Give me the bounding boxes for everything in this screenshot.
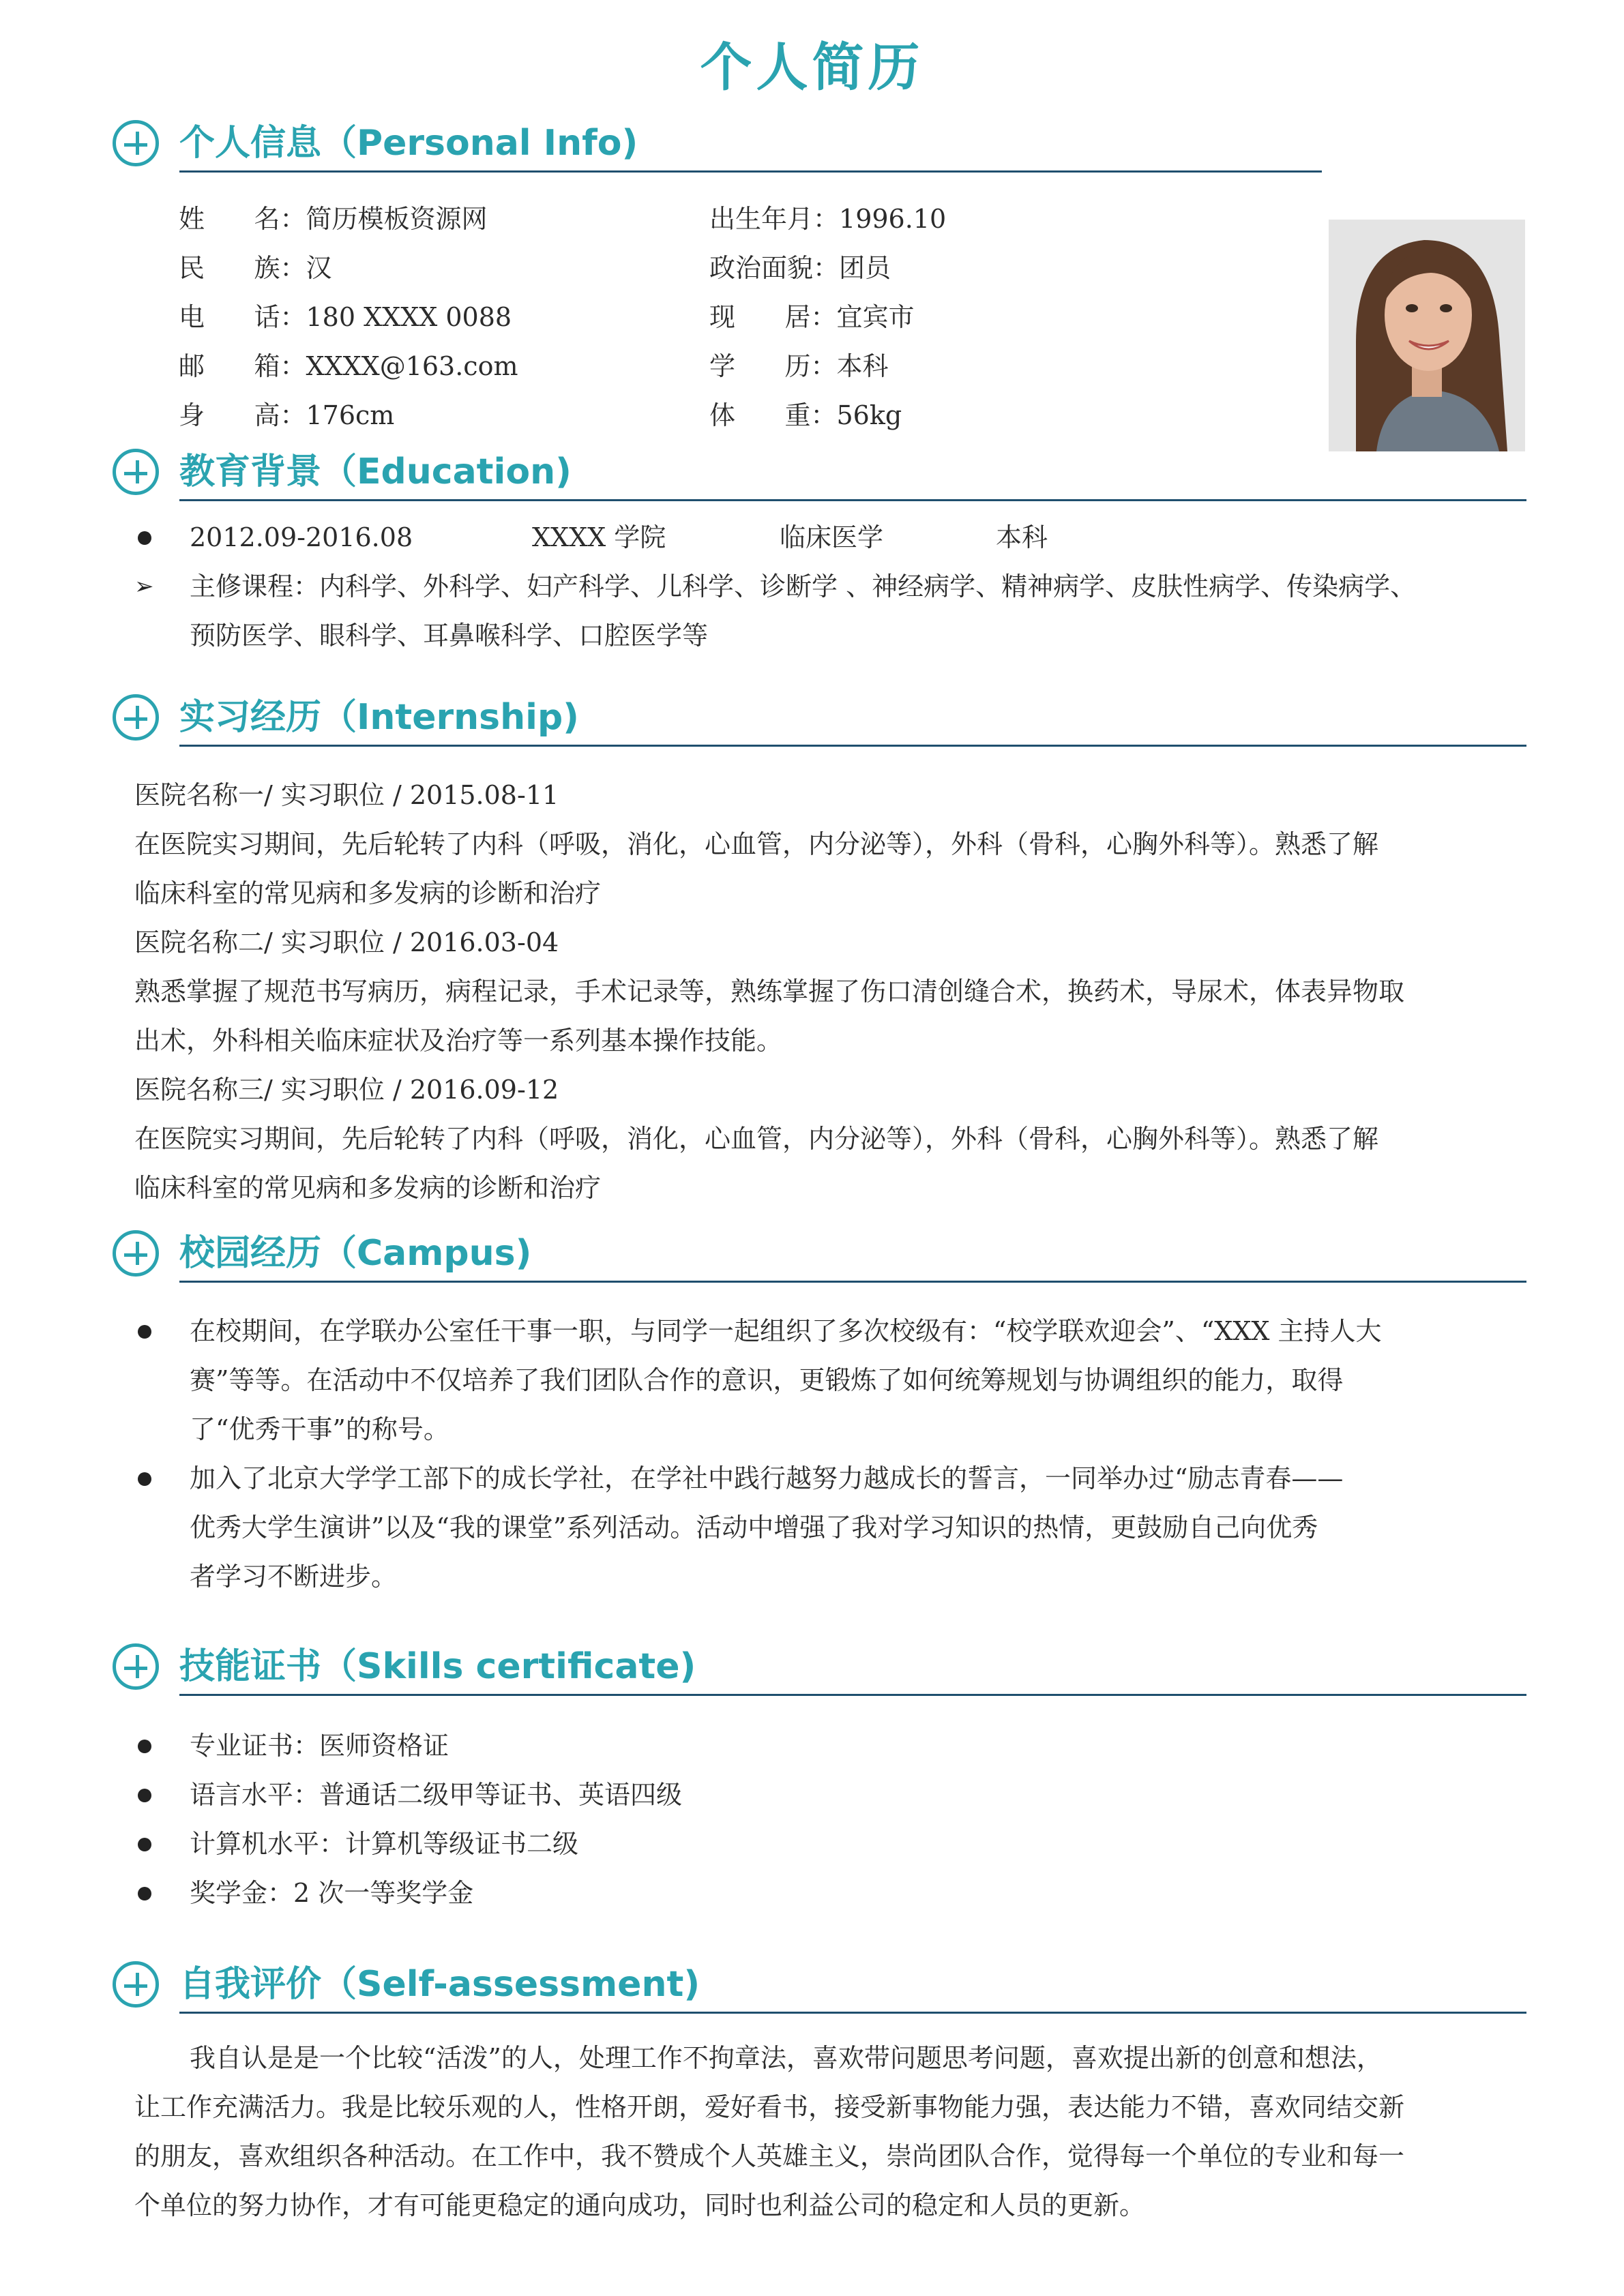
page-title: 个人简历: [700, 37, 924, 98]
info-name: [179, 198, 488, 235]
skill-text: 奖学金：2 次一等奖学金: [190, 1878, 474, 1908]
info-residence: [709, 296, 915, 333]
campus-line: 在校期间，在学联办公室任干事一职，与同学一起组织了多次校级有：“校学联欢迎会”、“XXX 主持人大: [190, 1316, 1382, 1346]
section-divider: [179, 170, 1322, 173]
self-assessment-line: 让工作充满活力。我是比较乐观的人，性格开朗，爱好看书，接受新事物能力强，表达能力不错，喜欢同结交新: [134, 2092, 1405, 2122]
section-divider: [179, 1281, 1526, 1283]
info-height: [179, 394, 394, 432]
info-label: 学 历：: [709, 351, 837, 381]
campus-item: [113, 1454, 1382, 1601]
info-degree: [709, 345, 889, 383]
info-value: 宜宾市: [836, 302, 915, 332]
campus-line: 加入了北京大学学工部下的成长学社，在学社中践行越努力越成长的誓言，一同举办过“励志青春——: [190, 1463, 1344, 1493]
internship-desc-line: 临床科室的常见病和多发病的诊断和治疗: [134, 1173, 602, 1203]
bullet-dot-icon: [138, 1740, 151, 1753]
education-degree: 本科: [996, 522, 1048, 552]
profile-photo: [1329, 220, 1525, 451]
internship-heading: 医院名称二/ 实习职位 / 2016.03-04: [134, 927, 559, 957]
section-title: 个人信息（Personal Info): [179, 123, 638, 164]
education-content: [113, 513, 1545, 660]
section-divider: [179, 1694, 1526, 1696]
education-period: 2012.09-2016.08: [190, 522, 413, 552]
circle-plus-icon: [113, 1961, 159, 2008]
info-email: [179, 345, 518, 383]
campus-item: [113, 1307, 1382, 1454]
bullet-dot-icon: [138, 531, 151, 545]
education-school: XXXX 学院: [532, 522, 666, 552]
internship-heading: 医院名称三/ 实习职位 / 2016.09-12: [134, 1075, 559, 1105]
section-divider: [179, 499, 1526, 501]
skill-text: 语言水平：普通话二级甲等证书、英语四级: [190, 1780, 683, 1810]
circle-plus-icon: [113, 120, 159, 166]
info-value: XXXX@163.com: [306, 351, 518, 381]
campus-line: 者学习不断进步。: [190, 1562, 398, 1592]
bullet-dot-icon: [138, 1472, 151, 1486]
info-label: 政治面貌：: [709, 253, 840, 283]
circle-plus-icon: [113, 694, 159, 741]
education-courses: [113, 562, 1545, 660]
info-label: 电 话：: [179, 302, 306, 332]
bullet-dot-icon: [138, 1789, 151, 1802]
info-value: 56kg: [836, 400, 902, 430]
info-label: 体 重：: [709, 400, 837, 430]
info-value: 1996.10: [839, 204, 947, 234]
skill-item: [113, 1770, 682, 1819]
internship-content: [134, 771, 1404, 1212]
campus-line: 赛”等等。在活动中不仅培养了我们团队合作的意识，更锻炼了如何统筹规划与协调组织的能力，取得: [190, 1365, 1344, 1395]
education-major: 临床医学: [780, 522, 884, 552]
self-assessment-line: 个单位的努力协作，才有可能更稳定的通向成功，同时也利益公司的稳定和人员的更新。: [134, 2190, 1146, 2220]
info-label: 邮 箱：: [179, 351, 306, 381]
skills-content: [113, 1721, 682, 1918]
skill-item: [113, 1868, 682, 1918]
section-divider: [179, 2012, 1526, 2014]
courses-line: 主修课程：内科学、外科学、妇产科学、儿科学、诊断学 、神经病学、精神病学、皮肤性病学、传染病学、: [190, 571, 1417, 601]
section-title: 技能证书（Skills certificate): [179, 1646, 696, 1687]
info-value: 团员: [839, 253, 891, 283]
campus-content: [113, 1307, 1382, 1601]
skill-item: [113, 1819, 682, 1868]
internship-desc-line: 出术，外科相关临床症状及治疗等一系列基本操作技能。: [134, 1026, 783, 1056]
circle-plus-icon: [113, 449, 159, 495]
info-label: 民 族：: [179, 253, 306, 283]
circle-plus-icon: [113, 1230, 159, 1277]
section-title: 教育背景（Education): [179, 451, 572, 492]
section-title: 自我评价（Self-assessment): [179, 1964, 700, 2005]
skill-text: 计算机水平：计算机等级证书二级: [190, 1829, 579, 1859]
self-assessment-content: [134, 2033, 1404, 2230]
campus-line: 了“优秀干事”的称号。: [190, 1414, 449, 1444]
internship-desc-line: 在医院实习期间，先后轮转了内科（呼吸，消化，心血管，内分泌等），外科（骨科，心胸外科等）。熟悉了解: [134, 1124, 1379, 1154]
courses-line: 预防医学、眼科学、耳鼻喉科学、口腔医学等: [190, 621, 709, 651]
skill-item: [113, 1721, 682, 1770]
bullet-dot-icon: [138, 1325, 151, 1339]
info-label: 现 居：: [709, 302, 837, 332]
info-label: 姓 名：: [179, 204, 306, 234]
internship-desc-line: 临床科室的常见病和多发病的诊断和治疗: [134, 878, 602, 908]
info-label: 身 高：: [179, 400, 306, 430]
info-politics: [709, 247, 891, 284]
section-title: 校园经历（Campus): [179, 1233, 532, 1274]
info-value: 本科: [836, 351, 889, 381]
education-entry: [113, 513, 1545, 562]
bullet-dot-icon: [138, 1838, 151, 1851]
info-weight: [709, 394, 902, 432]
internship-heading: 医院名称一/ 实习职位 / 2015.08-11: [134, 780, 559, 810]
self-assessment-line: 我自认是是一个比较“活泼”的人，处理工作不拘章法，喜欢带问题思考问题，喜欢提出新的创意和想法，: [190, 2043, 1383, 2073]
internship-desc-line: 在医院实习期间，先后轮转了内科（呼吸，消化，心血管，内分泌等），外科（骨科，心胸外科等）。熟悉了解: [134, 829, 1379, 859]
info-birth: [709, 198, 946, 235]
info-label: 出生年月：: [709, 204, 840, 234]
skill-text: 专业证书：医师资格证: [190, 1731, 449, 1761]
arrow-bullet-icon: ➢: [134, 573, 154, 600]
internship-desc-line: 熟悉掌握了规范书写病历，病程记录，手术记录等，熟练掌握了伤口清创缝合术，换药术，导尿术，体表异物取: [134, 976, 1405, 1007]
self-assessment-line: 的朋友，喜欢组织各种活动。在工作中，我不赞成个人英雄主义，崇尚团队合作，觉得每一个单位的专业和每一: [134, 2141, 1405, 2171]
campus-line: 优秀大学生演讲”以及“我的课堂”系列活动。活动中增强了我对学习知识的热情，更鼓励自己向优秀: [190, 1512, 1318, 1542]
info-ethnicity: [179, 247, 332, 284]
info-value: 176cm: [306, 400, 395, 430]
bullet-dot-icon: [138, 1887, 151, 1900]
section-title: 实习经历（Internship): [179, 697, 579, 738]
info-phone: [179, 296, 512, 333]
circle-plus-icon: [113, 1643, 159, 1690]
info-value: 180 XXXX 0088: [306, 302, 512, 332]
info-value: 简历模板资源网: [306, 204, 488, 234]
info-value: 汉: [306, 253, 332, 283]
section-divider: [179, 745, 1526, 747]
portrait-illustration: [1329, 220, 1525, 451]
